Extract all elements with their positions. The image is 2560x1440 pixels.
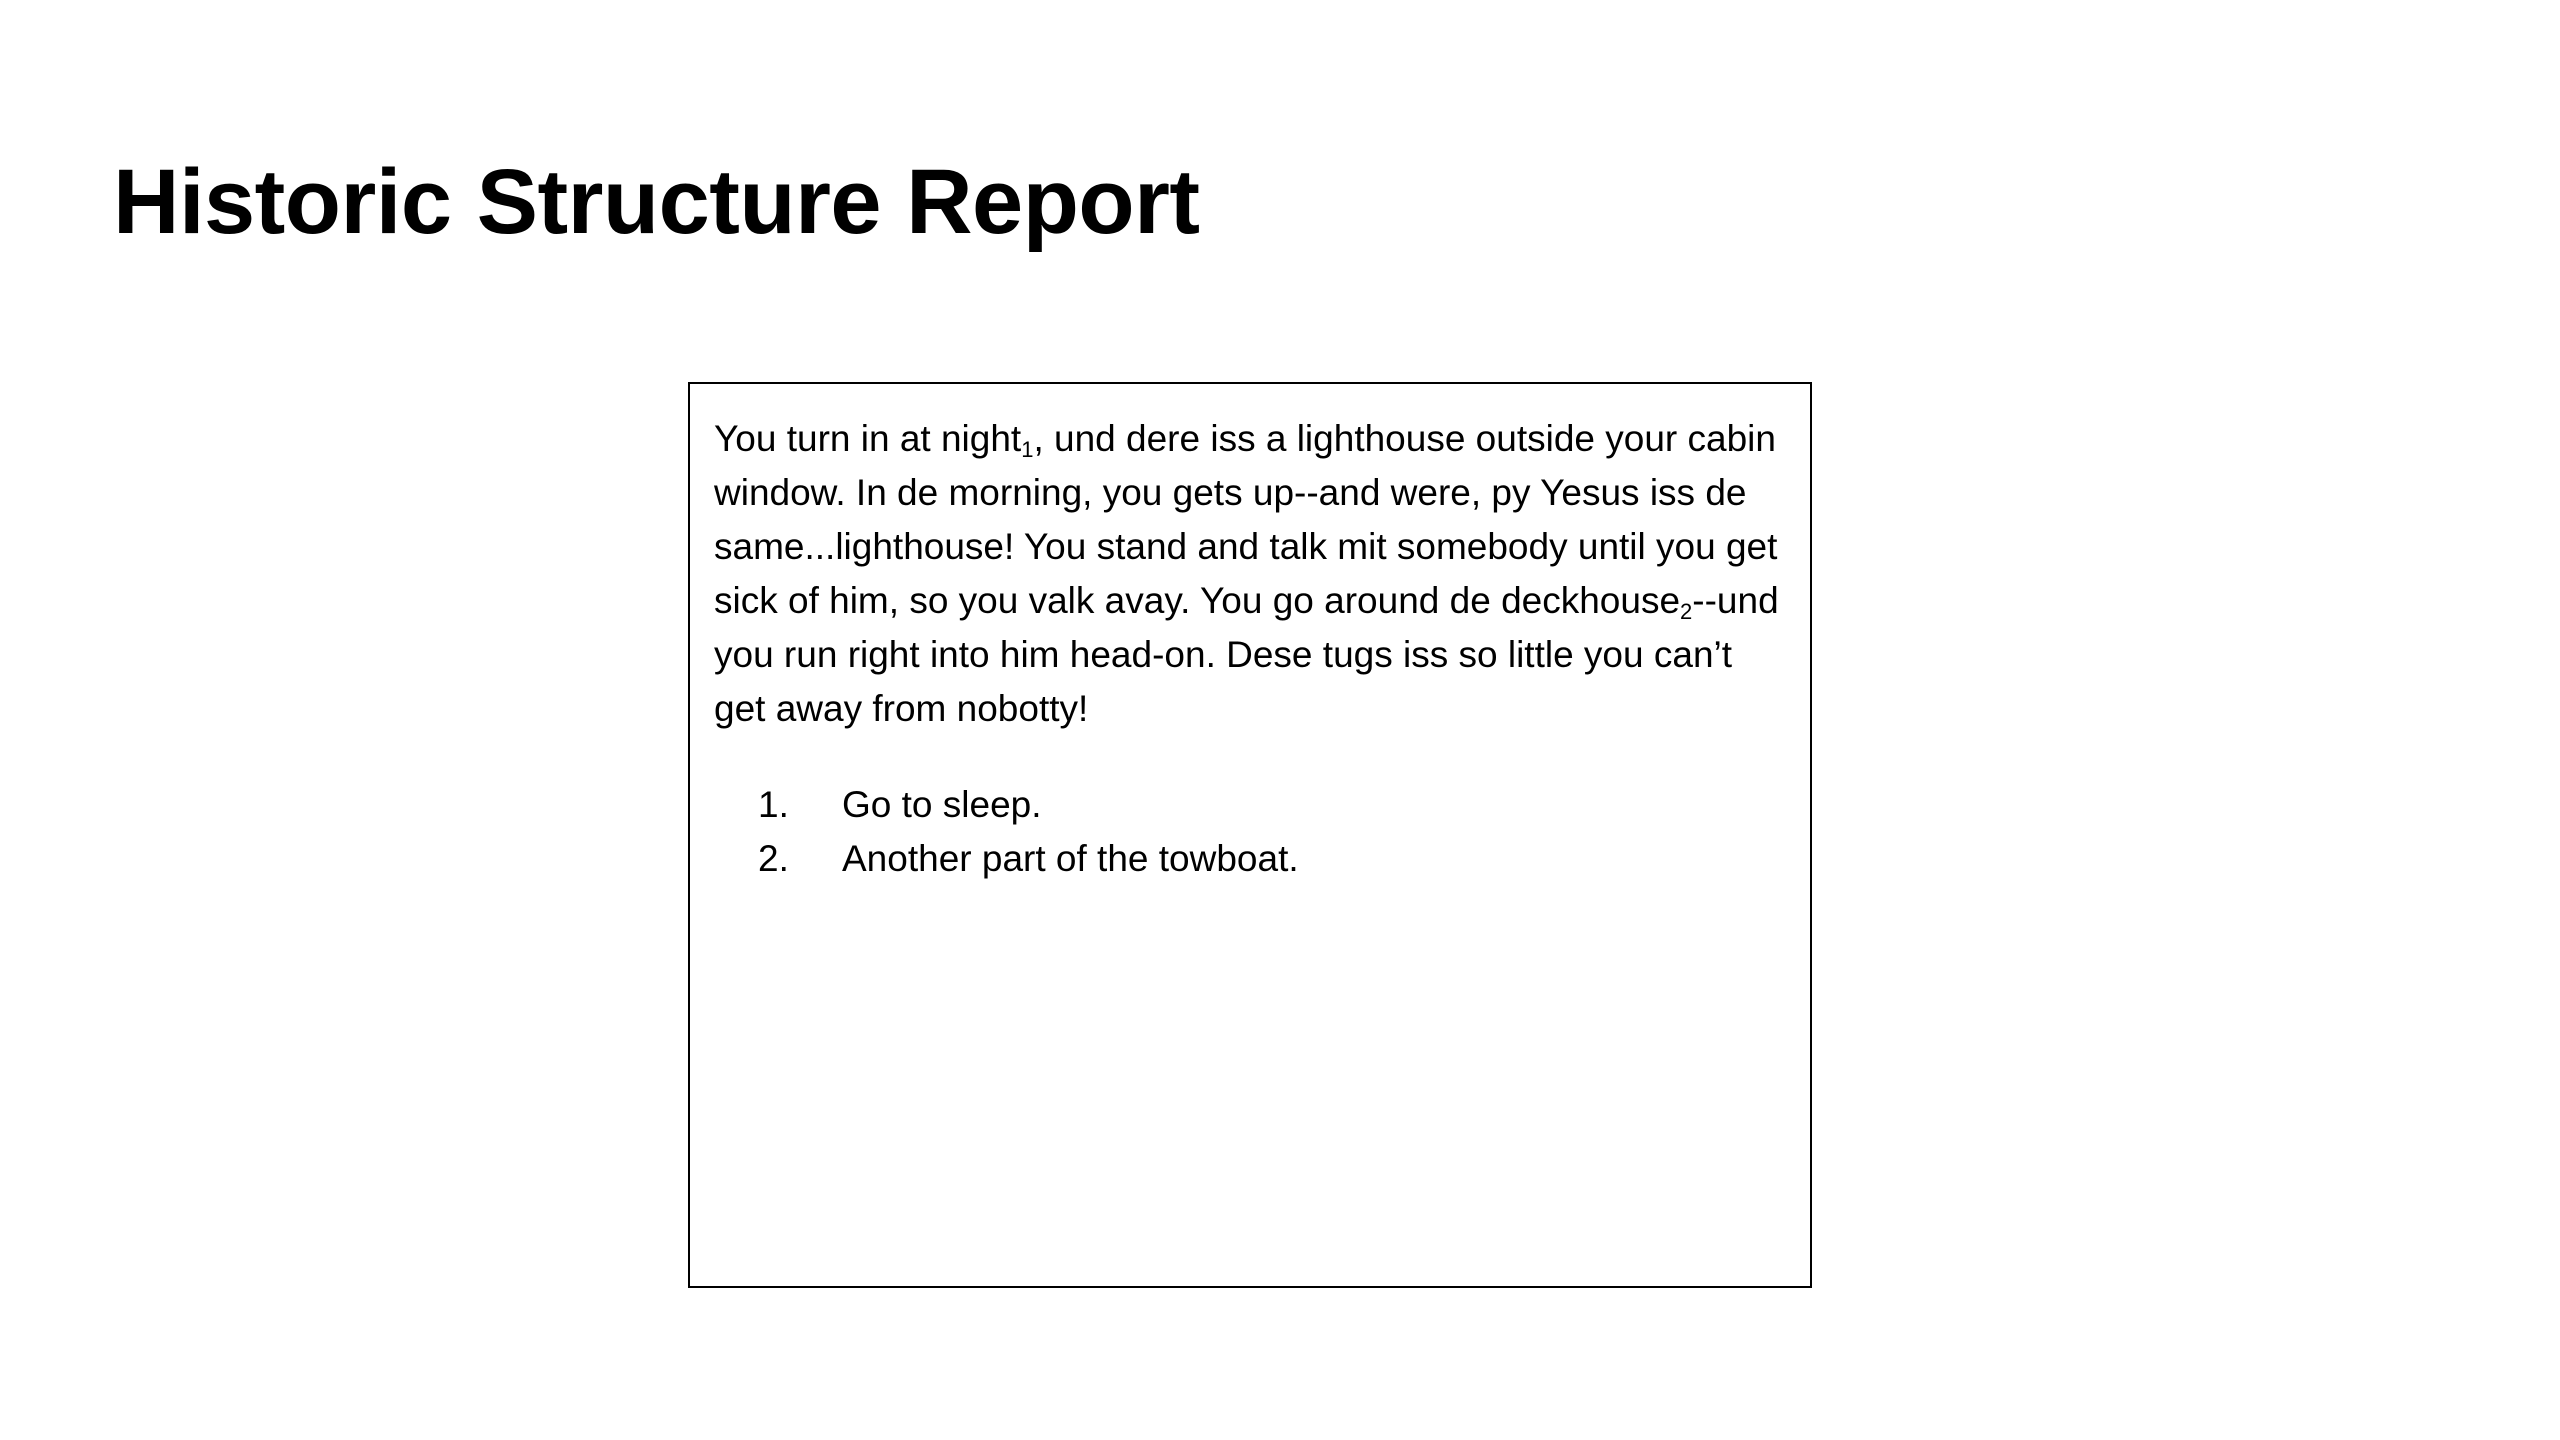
page-title: Historic Structure Report [113,151,1200,253]
footnote-text: Another part of the towboat. [842,838,1299,879]
quote-box [688,382,1812,1288]
footnote-item [714,778,1786,832]
quote-text-part-1: You turn in at night [714,418,1022,459]
footnote-number: 2. [758,838,789,879]
footnote-ref-1: 1 [1021,437,1034,462]
footnote-number: 1. [758,784,789,825]
quote-text-part-3: --und you run right into him head-on. Dese tugs iss so little you can’t get away from nobotty! [714,580,1779,729]
quote-text-part-2: , und dere iss a lighthouse outside your cabin window. In de morning, you gets up--and were, py Yesus iss de same...lighthouse! You stand and talk mit somebody until you get sick of him, so you valk avay. You go around de deckhouse [714,418,1778,621]
footnote-list [714,778,1786,886]
footnote-text: Go to sleep. [842,784,1042,825]
footnote-ref-2: 2 [1680,599,1693,624]
footnote-item [714,832,1786,886]
quote-paragraph [714,412,1786,736]
